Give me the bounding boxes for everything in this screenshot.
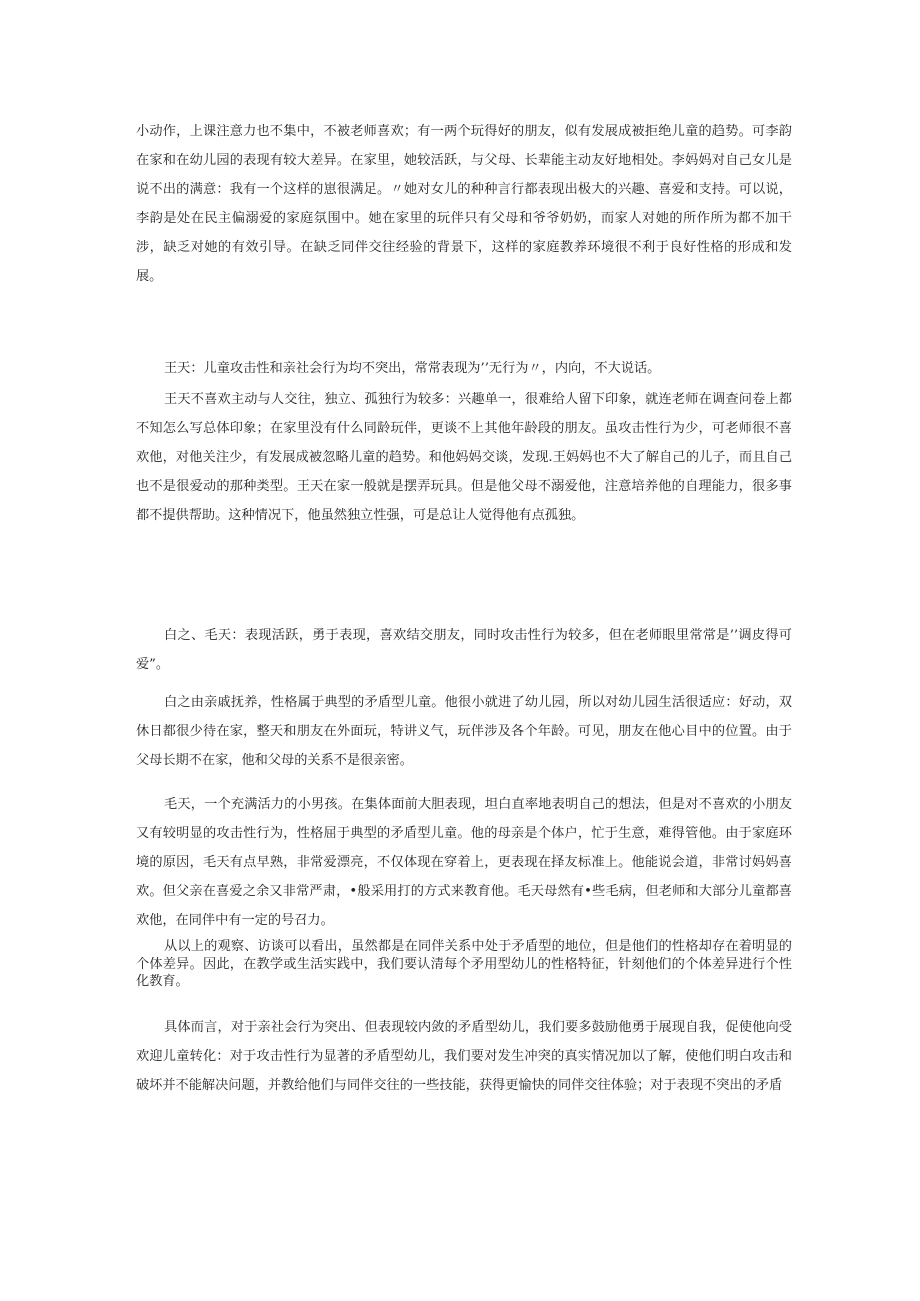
paragraph-li-yun-family: 小动作，上课注意力也不集中，不被老师喜欢；有一两个玩得好的朋友，似有发展成被拒绝儿童的趋势。可李韵在家和在幼儿园的表现有较大差异。在家里，她较活跃，与父母、长辈能主动友好地相处。李妈妈对自己女儿是说不出的满意：我有一个这样的崽很满足。〃她对女儿的种种言行都表现出极大的兴趣、喜爱和支持。可以说，李韵是处在民主偏溺爱的家庭氛围中。她在家里的玩伴只有父母和爷爷奶奶，而家人对她的所作所为都不加干涉，缺乏对她的有效引导。在缺乏同伴交往经验的背景下，这样的家庭教养环境很不利于良好性格的形成和发展。 — [136, 124, 792, 284]
paragraph-wang-tian-summary: 王天：儿童攻击性和亲社会行为均不突出，常常表现为’’无行为〃，内向，不大说话。 — [164, 361, 661, 376]
paragraph-recommendations: 具体而言，对于亲社会行为突出、但表现较内敛的矛盾型幼儿，我们要多鼓励他勇于展现自我，促使他向受欢迎儿童转化：对于攻击性行为显著的矛盾型幼儿，我们要对发生冲突的真实情况加以了解，使他们明白攻击和破坏并不能解决问题，并教给他们与同伴交往的一些技能，获得更愉快的同伴交往体验；对于表现不突出的矛盾 — [136, 1020, 792, 1093]
paragraph-conclusion: 从以上的观察、访谈可以看出，虽然都是在同伴关系中处于矛盾型的地位，但是他们的性格却存在着明显的个体差异。因此，在教学或生活实践中，我们要认清每个矛用型幼儿的性格特征，针刻他们的个体差异进行个性化教育。 — [136, 939, 792, 989]
paragraph-mao-tian-detail: 毛天，一个充满活力的小男孩。在集体面前大胆表现，坦白直率地表明自己的想法，但是对不喜欢的小朋友又有较明显的攻击性行为，性格屈于典型的矛盾型儿童。他的母亲是个体户，忙于生意，难得管他。由于家庭环境的原因，毛天有点早熟，非常爱漂亮，不仅体现在穿着上，更表现在择友标准上。他能说会道，非常讨妈妈喜欢。但父亲在喜爱之余又非常严肃，•般采用打的方式来教育他。毛天母然有•些毛病，但老师和大部分儿童都喜欢他，在同伴中有一定的号召力。 — [136, 797, 792, 928]
paragraph-bai-zhi-detail: 白之由亲戚抚养，性格属于典型的矛盾型儿童。他很小就进了幼儿园，所以对幼儿园生活很适应：好动，双休日都很少待在家，整天和朋友在外面玩，特讲义气，玩伴涉及各个年龄。可见，朋友在他心目中的位置。由于父母长期不在家，他和父母的关系不是很亲密。 — [136, 695, 792, 768]
paragraph-bai-zhi-mao-tian-summary: 白之、毛天：表现活跃，勇于表现，喜欢结交朋友，同时攻击性行为较多，但在老师眼里常常是’’调皮得可爱”。 — [136, 628, 792, 672]
paragraph-wang-tian-detail: 王天不喜欢主动与人交往，独立、孤独行为较多：兴趣单一，很难给人留下印象，就连老师在调查问卷上都不知怎么写总体印象；在家里没有什么同龄玩伴，更谈不上其他年龄段的朋友。虽攻击性行为少，可老师很不喜欢他，对他关注少，有发展成被忽略儿童的趋势。和他妈妈交谈，发现.王妈妈也不大了解自己的儿子，而且自己也不是很爱动的那种类型。王天在家一般就是摆弄玩具。但是他父母不溺爱他，注意培养他的自理能力，很多事都不提供帮助。这种情况下，他虽然独立性强，可是总让人觉得他有点孤独。 — [136, 392, 792, 523]
